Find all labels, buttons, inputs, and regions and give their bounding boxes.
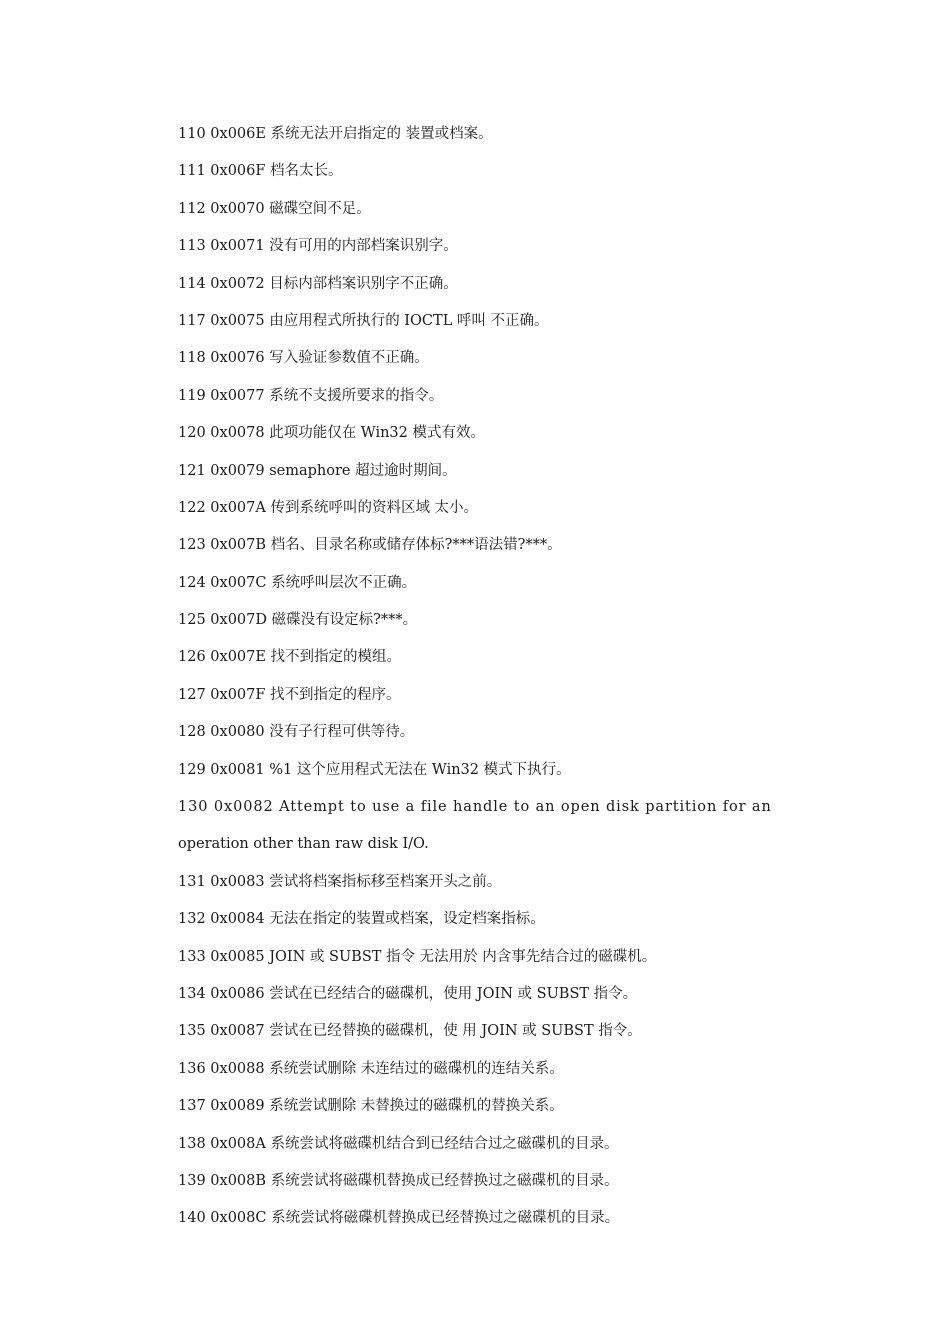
error-code-line: 136 0x0088 系统尝试删除 未连结过的磁碟机的连结关系。 [178, 1060, 564, 1077]
error-code-line: 119 0x0077 系统不支援所要求的指令。 [178, 387, 444, 404]
error-code-line: 113 0x0071 没有可用的内部档案识别字。 [178, 238, 458, 255]
error-code-line: 138 0x008A 系统尝试将磁碟机结合到已经结合过之磁碟机的目录。 [178, 1135, 619, 1152]
error-code-line: 130 0x0082 Attempt to use a file handle to an open disk partition for an [178, 799, 772, 816]
error-code-line: 110 0x006E 系统无法开启指定的 装置或档案。 [178, 126, 493, 142]
error-code-line: 134 0x0086 尝试在已经结合的磁碟机，使用 JOIN 或 SUBST 指令。 [178, 985, 638, 1002]
error-code-line: 135 0x0087 尝试在已经替换的磁碟机，使 用 JOIN 或 SUBST 指令。 [178, 1023, 642, 1040]
error-code-line: 112 0x0070 磁碟空间不足。 [178, 200, 371, 217]
error-code-line: 137 0x0089 系统尝试删除 未替换过的磁碟机的替换关系。 [178, 1098, 564, 1115]
error-code-line: 127 0x007F 找不到指定的程序。 [178, 686, 401, 703]
error-code-line: operation other than raw disk I/O. [178, 836, 429, 853]
error-code-line: 126 0x007E 找不到指定的模组。 [178, 649, 402, 666]
error-code-line: 111 0x006F 档名太长。 [178, 163, 343, 180]
error-code-line: 120 0x0078 此项功能仅在 Win32 模式有效。 [178, 425, 485, 442]
error-code-line: 121 0x0079 semaphore 超过逾时期间。 [178, 462, 457, 479]
error-code-line: 123 0x007B 档名、目录名称或储存体标?***语法错?***。 [178, 537, 562, 554]
error-code-line: 128 0x0080 没有子行程可供等待。 [178, 724, 415, 741]
error-code-line: 122 0x007A 传到系统呼叫的资料区域 太小。 [178, 499, 479, 516]
error-code-line: 140 0x008C 系统尝试将磁碟机替换成已经替换过之磁碟机的目录。 [178, 1210, 620, 1227]
error-code-line: 125 0x007D 磁碟没有设定标?***。 [178, 612, 418, 629]
error-code-line: 117 0x0075 由应用程式所执行的 IOCTL 呼叫 不正确。 [178, 312, 549, 329]
error-code-line: 131 0x0083 尝试将档案指标移至档案开头之前。 [178, 873, 502, 890]
error-code-line: 132 0x0084 无法在指定的装置或档案，设定档案指标。 [178, 911, 545, 928]
error-code-line: 133 0x0085 JOIN 或 SUBST 指令 无法用於 内含事先结合过的磁碟机。 [178, 948, 657, 965]
error-code-list [178, 121, 808, 1243]
error-code-line: 114 0x0072 目标内部档案识别字不正确。 [178, 275, 458, 292]
error-code-line: 139 0x008B 系统尝试将磁碟机替换成已经替换过之磁碟机的目录。 [178, 1172, 619, 1189]
error-code-line: 124 0x007C 系统呼叫层次不正确。 [178, 574, 417, 591]
error-code-line: 129 0x0081 %1 这个应用程式无法在 Win32 模式下执行。 [178, 761, 571, 778]
error-code-line: 118 0x0076 写入验证参数值不正确。 [178, 350, 429, 367]
